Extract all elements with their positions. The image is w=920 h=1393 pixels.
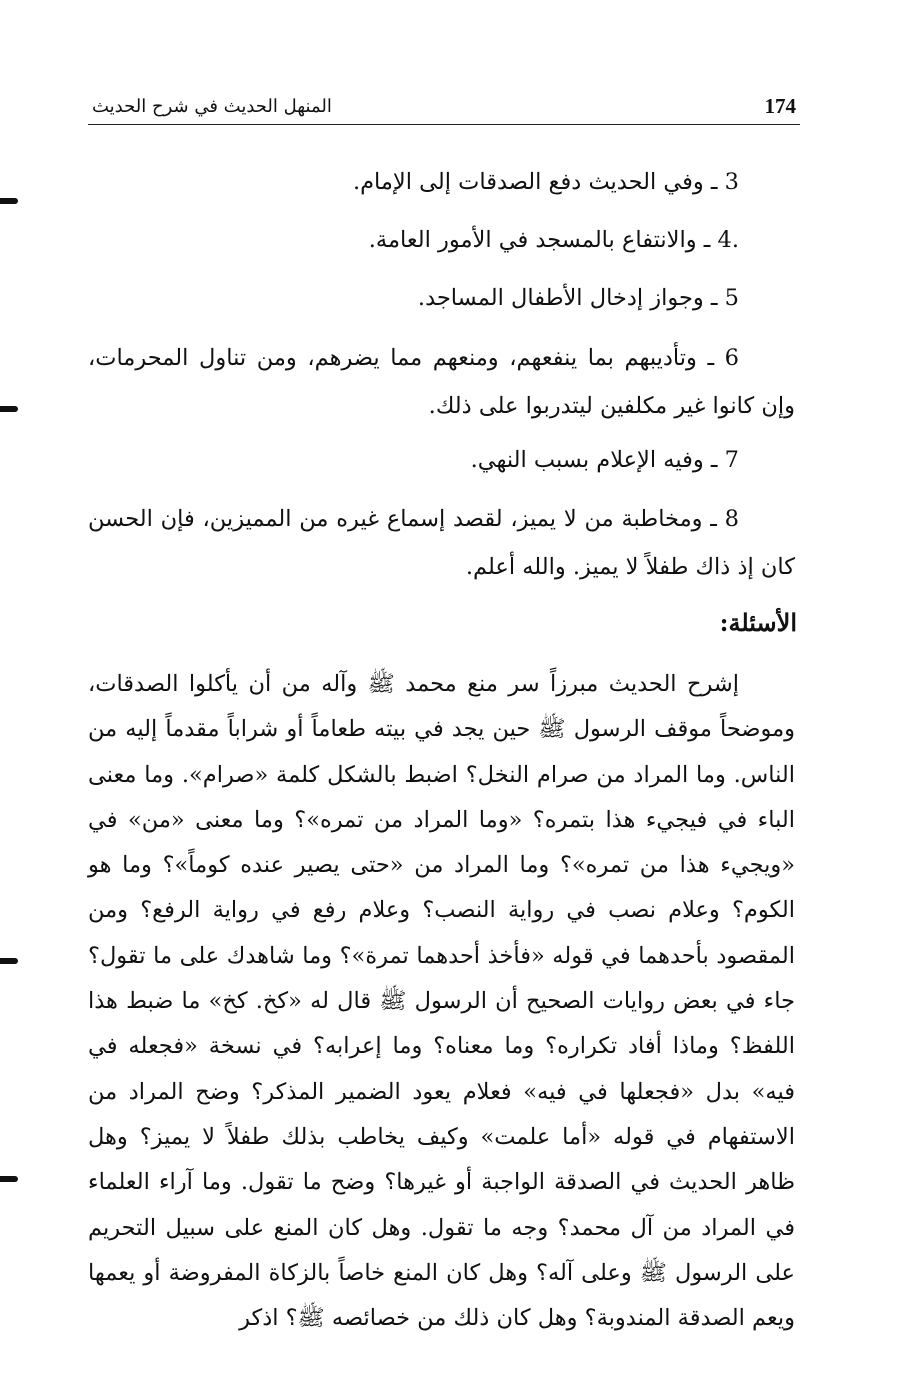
- page-edge-mark: [0, 406, 18, 412]
- running-header-title: المنهل الحديث في شرح الحديث: [92, 96, 332, 117]
- list-item: 3 ـ وفي الحديث دفع الصدقات إلى الإمام.: [352, 169, 739, 195]
- list-item: 8 ـ ومخاطبة من لا يميز، لقصد إسماع غيره من المميزين، فإن الحسن كان إذ ذاك طفلاً لا يميز. والله أعلم.: [88, 506, 795, 580]
- page-edge-mark: [0, 1176, 18, 1182]
- page-edge-mark: [0, 958, 18, 964]
- page-number: 174: [764, 94, 796, 118]
- list-item: 7 ـ وفيه الإعلام بسبب النهي.: [470, 447, 739, 473]
- questions-heading: الأسئلة:: [719, 608, 797, 637]
- running-header: [88, 96, 800, 125]
- list-item: 5 ـ وجواز إدخال الأطفال المساجد.: [417, 285, 739, 311]
- list-item: .4 ـ والانتفاع بالمسجد في الأمور العامة.: [368, 227, 739, 253]
- page-edge-mark: [0, 198, 18, 204]
- questions-paragraph: إشرح الحديث مبرزاً سر منع محمد ﷺ وآله من أن يأكلوا الصدقات، وموضحاً موقف الرسول ﷺ حين يجد في بيته طعاماً أو شراباً مقدماً إليه من الناس. وما المراد من صرام النخل؟ اضبط بالشكل كلمة «صرام». وما معنى الباء في فيجيء هذا بتمره؟ «وما المراد من تمره»؟ وما معنى «من» في «ويجيء هذا من تمره»؟ وما المراد من «حتى يصير عنده كوماً»؟ وما هو الكوم؟ وعلام نصب في رواية النصب؟ وعلام رفع في رواية الرفع؟ ومن المقصود بأحدهما في قوله «فأخذ أحدهما تمرة»؟ وما شاهدك على ما تقول؟ جاء في بعض روايات الصحيح أن الرسول ﷺ قال له «كخ. كخ» ما ضبط هذا اللفظ؟ وماذا أفاد تكراره؟ وما معناه؟ وما إعرابه؟ في نسخة «فجعله في فيه» بدل «فجعلها في فيه» فعلام يعود الضمير المذكر؟ وضح المراد من الاستفهام في قوله «أما علمت» وكيف يخاطب بذلك طفلاً لا يميز؟ وهل ظاهر الحديث في الصدقة الواجبة أو غيرها؟ وضح ما تقول. وما آراء العلماء في المراد من آل محمد؟ وجه ما تقول. وهل كان المنع على سبيل التحريم على الرسول ﷺ وعلى آله؟ وهل كان المنع خاصاً بالزكاة المفروضة أو يعمها ويعم الصدقة المندوبة؟ وهل كان ذلك من خصائصه ﷺ؟ اذكر: [88, 671, 795, 1332]
- list-item: 6 ـ وتأديبهم بما ينفعهم، ومنعهم مما يضرهم، ومن تناول المحرمات، وإن كانوا غير مكلفين ليتدربوا على ذلك.: [88, 345, 795, 419]
